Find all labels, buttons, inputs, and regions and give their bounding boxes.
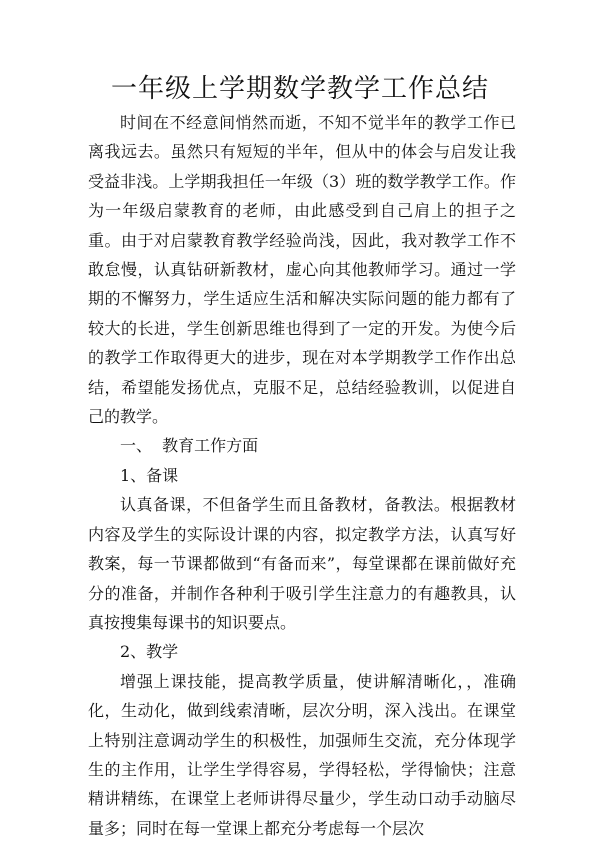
teaching-paragraph: 增强上课技能，提高教学质量，使讲解清晰化，，准确化，生动化，做到线索清晰，层次分明，深入浅出。在课堂上特别注意调动学生的积极性，加强师生交流，充分体现学生的主作用，让学生学得容易，学得轻松，学得愉快；注意精讲精练，在课堂上老师讲得尽量少，学生动口动手动脑尽量多；同时在每一堂课上都充分考虑每一个层次: [88, 671, 516, 838]
document-body: [88, 108, 516, 843]
subheading-teaching: 2、教学: [120, 642, 179, 662]
intro-paragraph: 时间在不经意间悄然而逝，不知不觉半年的教学工作已离我远去。虽然只有短短的半年，但从中的体会与启发让我受益非浅。上学期我担任一年级（3）班的数学教学工作。作为一年级启蒙教育的老师，由此感受到自己肩上的担子之重。由于对启蒙教育教学经验尚浅，因此，我对教学工作不敢怠慢，认真钻研新教材，虚心向其他教师学习。通过一学期的不懈努力，学生适应生活和解决实际问题的能力都有了较大的长进，学生创新思维也得到了一定的开发。为使今后的教学工作取得更大的进步，现在对本学期教学工作作出总结，希望能发扬优点，克服不足，总结经验教训，以促进自己的教学。: [88, 113, 516, 427]
document-title: 一年级上学期数学教学工作总结: [110, 74, 489, 104]
section-heading-education-work: 一、 教育工作方面: [120, 436, 259, 456]
lesson-prep-paragraph: 认真备课，不但备学生而且备教材，备教法。根据教材内容及学生的实际设计课的内容，拟定教学方法，认真写好教案，每一节课都做到“有备而来”，每堂课都在课前做好充分的准备，并制作各种利于吸引学生注意力的有趣教具，认真按搜集每课书的知识要点。: [88, 495, 516, 632]
subheading-lesson-prep: 1、备课: [120, 465, 179, 485]
